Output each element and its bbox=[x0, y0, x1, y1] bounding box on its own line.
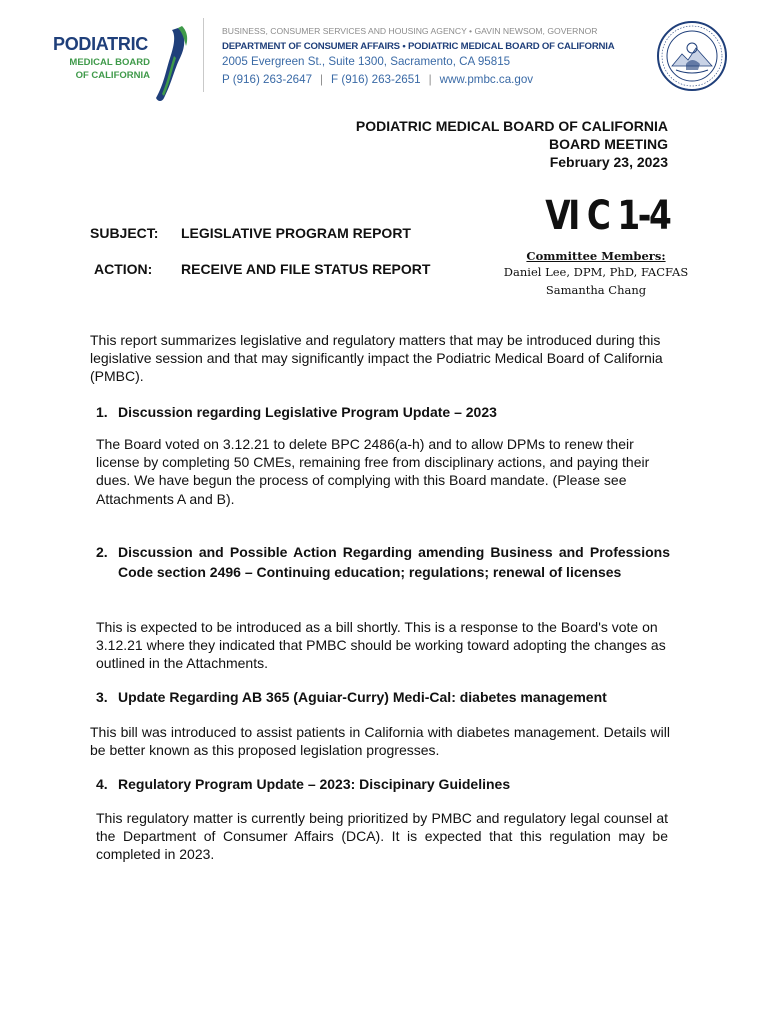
agency-line: BUSINESS, CONSUMER SERVICES AND HOUSING AGENCY • GAVIN NEWSOM, GOVERNOR bbox=[222, 26, 598, 36]
section-title: Discussion regarding Legislative Program Update – 2023 bbox=[118, 404, 497, 420]
section-body: This bill was introduced to assist patients in California with diabetes management. Details will be better known as this proposed legislation progresses. bbox=[90, 724, 670, 759]
meeting-title: BOARD MEETING bbox=[549, 136, 668, 152]
committee-member: Samantha Chang bbox=[545, 283, 647, 297]
committee-member: Daniel Lee, DPM, PhD, FACFAS bbox=[503, 265, 689, 279]
meeting-organization: PODIATRIC MEDICAL BOARD OF CALIFORNIA bbox=[355, 118, 668, 134]
state-seal-icon bbox=[656, 20, 728, 92]
pmbc-logo bbox=[50, 20, 190, 96]
logo-subline-1: MEDICAL BOARD bbox=[69, 57, 150, 68]
section-number: 4. bbox=[96, 776, 108, 792]
intro-paragraph: This report summarizes legislative and regulatory matters that may be introduced during this legislative session and that may significantly impact the Podiatric Medical Board of California (PMBC). bbox=[90, 332, 663, 385]
letterhead-divider bbox=[203, 18, 204, 92]
section-title: Update Regarding AB 365 (Aguiar-Curry) Medi-Cal: diabetes management bbox=[118, 689, 607, 705]
section-title: Discussion and Possible Action Regarding amending Business and Professions Code section 2496 – Continuing education; regulations; renewal of licenses bbox=[118, 544, 670, 580]
website-link[interactable]: www.pmbc.ca.gov bbox=[439, 73, 534, 86]
contact-line: P (916) 263-2647 | F (916) 263-2651 | www.pmbc.ca.gov bbox=[222, 73, 534, 86]
section-heading bbox=[96, 542, 670, 582]
committee-heading: Committee Members: bbox=[526, 249, 666, 263]
meeting-date: February 23, 2023 bbox=[549, 154, 668, 170]
action-label: ACTION: bbox=[94, 261, 153, 277]
fax-number: F (916) 263-2651 bbox=[331, 73, 421, 86]
department-line: DEPARTMENT OF CONSUMER AFFAIRS • PODIATRIC MEDICAL BOARD OF CALIFORNIA bbox=[222, 41, 615, 52]
logo-wordmark: PODIATRIC bbox=[53, 34, 148, 54]
section-body: The Board voted on 3.12.21 to delete BPC 2486(a-h) and to allow DPMs to renew their license by completing 50 CMEs, remaining free from disciplinary actions, and paying their dues. We have begun the process of complying with this Board mandate. (Please see Attachments A and B). bbox=[96, 436, 650, 507]
section-body: This is expected to be introduced as a bill shortly. This is a response to the Board's vote on 3.12.21 where they indicated that PMBC should be working toward adopting the changes as outlined in the Attachments. bbox=[96, 619, 666, 672]
section-heading bbox=[96, 774, 510, 794]
foot-swoosh-icon bbox=[150, 24, 190, 104]
section-heading bbox=[96, 402, 497, 422]
section-heading bbox=[96, 687, 607, 707]
section-number: 3. bbox=[96, 689, 108, 705]
section-number: 1. bbox=[96, 404, 108, 420]
address-line: 2005 Evergreen St., Suite 1300, Sacramento, CA 95815 bbox=[222, 55, 511, 68]
section-number: 2. bbox=[96, 544, 108, 560]
section-title: Regulatory Program Update – 2023: Discipinary Guidelines bbox=[118, 776, 511, 792]
phone-number: P (916) 263-2647 bbox=[222, 73, 313, 86]
agenda-item-number: VI C 1-4 bbox=[544, 193, 669, 239]
subject-value: LEGISLATIVE PROGRAM REPORT bbox=[181, 225, 411, 241]
logo-subline-2: OF CALIFORNIA bbox=[75, 70, 150, 81]
subject-label: SUBJECT: bbox=[90, 225, 159, 241]
section-body: This regulatory matter is currently being prioritized by PMBC and regulatory legal counsel at the Department of Consumer Affairs (DCA). It is expected that this regulation may be completed in 2023. bbox=[96, 810, 668, 863]
action-value: RECEIVE AND FILE STATUS REPORT bbox=[181, 261, 431, 277]
